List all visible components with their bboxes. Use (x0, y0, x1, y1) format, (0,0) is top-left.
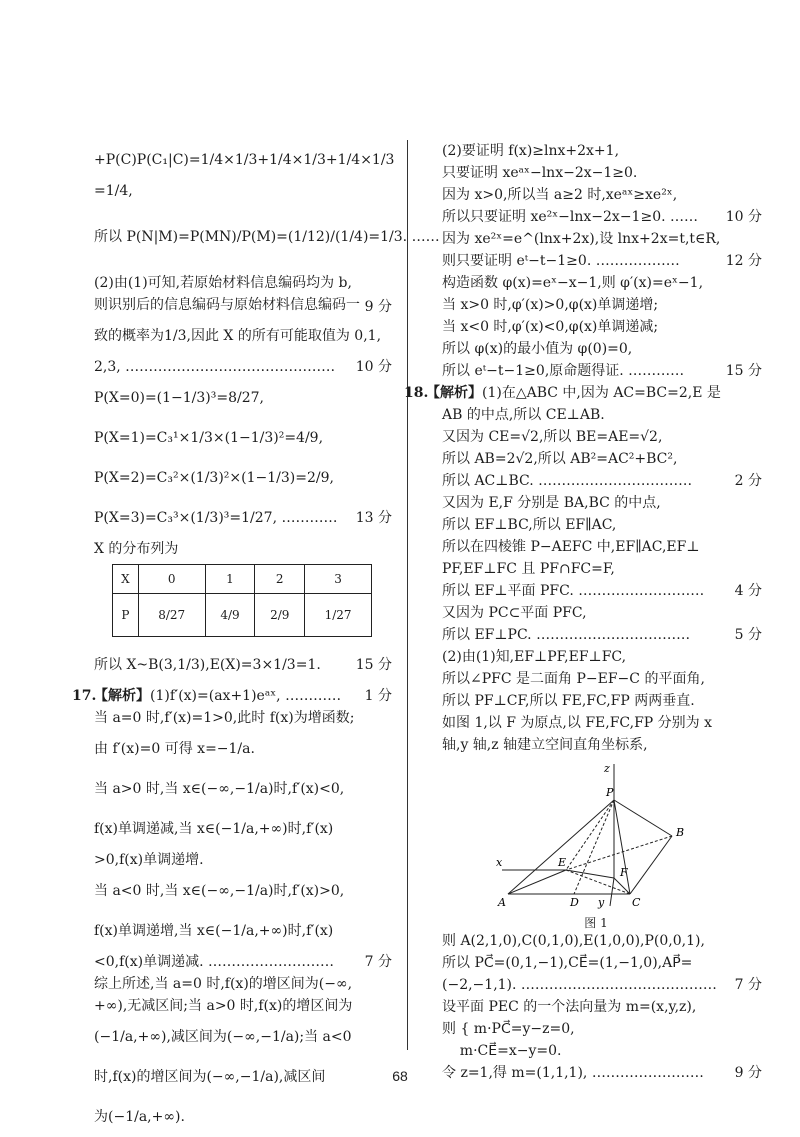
text-line (94, 645, 392, 685)
line-text: 所以 EF⊥平面 PFC. ……………………… (442, 583, 705, 599)
text-line: 如图 1,以 F 为原点,以 FE,FC,FP 分别为 x (442, 715, 713, 731)
text-line: >0,f(x)单调递增. (94, 852, 204, 868)
label-D: D (570, 896, 579, 909)
table-cell: 0 (138, 565, 205, 594)
label-P: P (606, 786, 614, 799)
points-label: 7 分 (734, 977, 762, 993)
table-row (113, 594, 372, 637)
text-line: 只要证明 xeᵃˣ−lnx−2x−1≥0. (442, 165, 638, 181)
points-label: 7 分 (364, 954, 392, 970)
label-C: C (632, 896, 641, 909)
points-label: 10 分 (725, 209, 762, 225)
text-line: 所以 EF⊥BC,所以 EF∥AC, (442, 517, 617, 533)
table-cell: 4/9 (205, 594, 255, 637)
line-text: (1)f′(x)=(ax+1)eᵃˣ, ………… (150, 688, 342, 704)
points-label: 5 分 (734, 627, 762, 643)
distribution-table (112, 564, 372, 637)
text-line (426, 974, 762, 996)
points-label: 1 分 (364, 688, 392, 704)
text-line: 又因为 PC⊂平面 PFC, (442, 605, 587, 621)
edge-PA (508, 800, 614, 894)
text-line: P(X=1)=C₃¹×1/3×(1−1/3)²=4/9, (94, 430, 324, 446)
edge-BE (566, 836, 672, 870)
table-cell: 1/27 (305, 594, 372, 637)
label-F: F (620, 866, 628, 879)
column-divider (407, 140, 408, 1050)
question-number: 17. (72, 688, 97, 704)
table-cell: 2 (255, 565, 305, 594)
text-line: P(X=0)=(1−1/3)³=8/27, (94, 390, 265, 406)
text-line (426, 580, 762, 602)
y-axis (610, 878, 614, 906)
text-line: 为(−1/a,+∞). (94, 1109, 185, 1125)
text-line (94, 356, 392, 378)
text-line: (2)由(1)知,EF⊥PF,EF⊥FC, (442, 649, 627, 665)
line-text: 令 z=1,得 m=(1,1,1), …………………… (442, 1065, 704, 1081)
text-line: (2)由(1)可知,若原始材料信息编码均为 b, (94, 275, 352, 291)
line-text: <0,f(x)单调递减. ……………………… (94, 954, 334, 970)
line-text: 所以 EF⊥PC. …………………………… (442, 627, 691, 643)
text-line: 因为 xe²ˣ=e^(lnx+2x),设 lnx+2x=t,t∈R, (442, 231, 721, 247)
points-label: 10 分 (355, 359, 392, 375)
text-line: 由 f′(x)=0 可得 x=−1/a. (94, 741, 255, 757)
label-z: z (604, 762, 610, 775)
text-line: 构造函数 φ(x)=eˣ−x−1,则 φ′(x)=eˣ−1, (442, 275, 704, 291)
figure-caption: 图 1 (584, 916, 608, 930)
line-text: 所以 eᵗ−t−1≥0,原命题得证. ………… (442, 363, 685, 379)
edge-PE (566, 800, 614, 870)
text-line: m·CE⃗=x−y=0. (442, 1043, 562, 1059)
line-text: 所以 X~B(3,1/3),E(X)=3×1/3=1. (94, 657, 321, 673)
text-line: 所以 AB=2√2,所以 AB²=AC²+BC², (442, 451, 678, 467)
line-text: P(X=3)=C₃³×(1/3)³=1/27, ………… (94, 510, 338, 526)
text-line: 当 a>0 时,当 x∈(−∞,−1/a)时,f′(x)<0, (94, 781, 345, 797)
points-label: 13 分 (355, 510, 392, 526)
table-cell: 3 (305, 565, 372, 594)
text-line: 又因为 E,F 分别是 BA,BC 的中点, (442, 495, 661, 511)
text-line (426, 470, 762, 492)
text-line: 则识别后的信息编码与原始材料信息编码一 (94, 297, 360, 313)
text-line: 所以 PF⊥CF,所以 FE,FC,FP 两两垂直. (442, 693, 695, 709)
edge-AE (508, 870, 566, 894)
edge-PD (574, 800, 614, 894)
figure-1 (486, 760, 706, 930)
table-header-row (113, 565, 372, 594)
text-line: 综上所述,当 a=0 时,f(x)的增区间为(−∞, (94, 976, 353, 992)
text-line: +P(C)P(C₁|C)=1/4×1/3+1/4×1/3+1/4×1/3 (94, 152, 395, 168)
text-line: f(x)单调递减,当 x∈(−1/a,+∞)时,f′(x) (94, 821, 334, 837)
line-text: 所以只要证明 xe²ˣ−lnx−2x−1≥0. …… (442, 209, 699, 225)
text-line: 时,f(x)的增区间为(−∞,−1/a),减区间 (94, 1069, 326, 1085)
line-text: 所以 P(N|M)=P(MN)/P(M)=(1/12)/(1/4)=1/3. …… (94, 229, 440, 245)
text-line: 所以在四棱锥 P−AEFC 中,EF∥AC,EF⊥ (442, 539, 700, 555)
page-number: 68 (392, 1068, 408, 1084)
text-line (94, 498, 392, 538)
text-line: 因为 x>0,所以当 a≥2 时,xeᵃˣ≥xe²ˣ, (442, 187, 678, 203)
label-B: B (676, 826, 685, 839)
edge-EF (566, 870, 614, 878)
text-line: 则 A(2,1,0),C(0,1,0),E(1,0,0),P(0,0,1), (442, 933, 705, 949)
question-17-start (72, 685, 392, 707)
table-cell: 1 (205, 565, 255, 594)
text-line: 当 x>0 时,φ′(x)>0,φ(x)单调递增; (442, 297, 659, 313)
right-column (404, 140, 762, 1084)
label-E: E (558, 856, 567, 869)
text-line: 轴,y 轴,z 轴建立空间直角坐标系, (442, 737, 648, 753)
line-text: 则只要证明 eᵗ−t−1≥0. ……………… (442, 253, 680, 269)
points-label: 2 分 (734, 473, 762, 489)
points-label: 15 分 (725, 363, 762, 379)
table-cell: 8/27 (138, 594, 205, 637)
text-line: 所以∠PFC 是二面角 P−EF−C 的平面角, (442, 671, 705, 687)
label-x: x (496, 856, 503, 869)
points-label: 15 分 (355, 657, 392, 673)
text-line: 所以 PC⃗=(0,1,−1),CE⃗=(1,−1,0),AP⃗= (442, 955, 693, 971)
line-text: (1)在△ABC 中,因为 AC=BC=2,E 是 (482, 385, 721, 401)
line-text: 2,3, ……………………………………… (94, 359, 336, 375)
text-line: 当 x<0 时,φ′(x)<0,φ(x)单调递减; (442, 319, 659, 335)
text-line (426, 206, 762, 228)
points-label: 9 分 (364, 299, 392, 315)
text-line: 当 a<0 时,当 x∈(−∞,−1/a)时,f′(x)>0, (94, 883, 345, 899)
line-text: 所以 AC⊥BC. …………………………… (442, 473, 693, 489)
text-line: =1/4, (94, 183, 133, 199)
label-y: y (598, 896, 605, 909)
text-line: +∞),无减区间;当 a>0 时,f(x)的增区间为 (94, 998, 353, 1014)
text-line: 当 a=0 时,f′(x)=1>0,此时 f(x)为增函数; (94, 710, 355, 726)
text-line (426, 360, 762, 382)
text-line: 所以 φ(x)的最小值为 φ(0)=0, (442, 341, 633, 357)
text-line (426, 624, 762, 646)
table-cell: 2/9 (255, 594, 305, 637)
text-line (426, 250, 762, 272)
edge-PB (614, 800, 672, 836)
text-line: 又因为 CE=√2,所以 BE=AE=√2, (442, 429, 663, 445)
text-line: P(X=2)=C₃²×(1/3)²×(1−1/3)=2/9, (94, 470, 334, 486)
text-line: PF,EF⊥FC 且 PF∩FC=F, (442, 561, 615, 577)
table-cell: P (113, 594, 139, 637)
text-line: f(x)单调递增,当 x∈(−1/a,+∞)时,f′(x) (94, 923, 334, 939)
text-line: (2)要证明 f(x)≥lnx+2x+1, (442, 143, 620, 159)
analysis-tag: 【解析】 (94, 688, 150, 704)
text-line: 则 { m·PC⃗=y−z=0, (442, 1021, 575, 1037)
table-cell: X (113, 565, 139, 594)
text-line: 致的概率为1/3,因此 X 的所有可能取值为 0,1, (94, 328, 382, 344)
points-label: 9 分 (734, 1065, 762, 1081)
line-text: (−2,−1,1). …………………………………… (442, 977, 717, 993)
edge-BC (630, 836, 672, 894)
text-line: (−1/a,+∞),减区间为(−∞,−1/a);当 a<0 (94, 1029, 352, 1045)
text-line: X 的分布列为 (94, 541, 179, 557)
points-label: 4 分 (734, 583, 762, 599)
points-label: 12 分 (725, 253, 762, 269)
question-number: 18. (404, 385, 429, 401)
label-A: A (498, 896, 506, 909)
question-18-start (404, 382, 762, 404)
text-line: 设平面 PEC 的一个法向量为 m=(x,y,z), (442, 999, 697, 1015)
text-line: AB 的中点,所以 CE⊥AB. (442, 407, 605, 423)
analysis-tag: 【解析】 (426, 385, 482, 401)
pyramid-diagram (486, 760, 706, 910)
text-line (94, 951, 392, 973)
